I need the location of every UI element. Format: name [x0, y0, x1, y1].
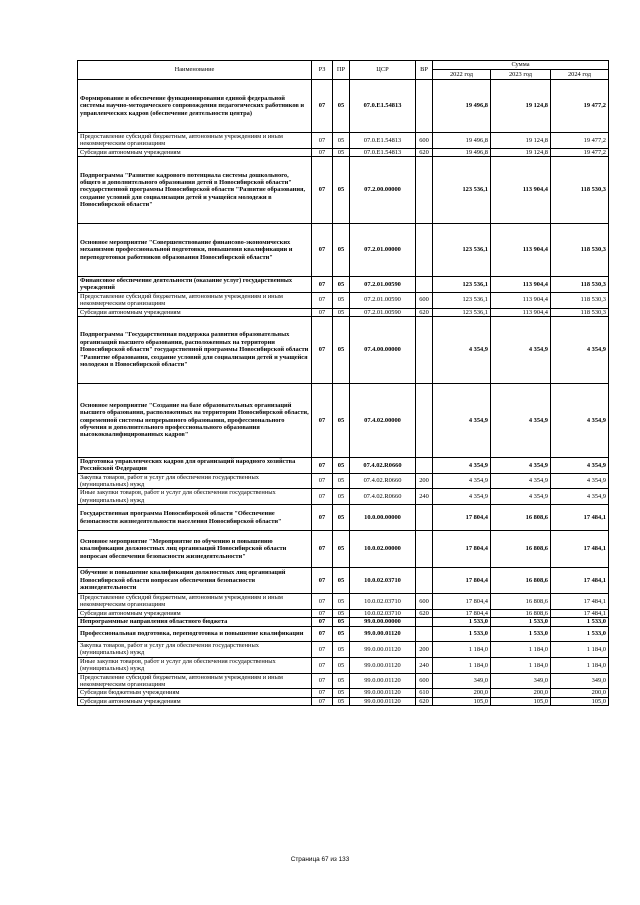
header-sum: Сумма — [433, 61, 609, 70]
cell-pr: 05 — [333, 609, 350, 617]
cell-vr — [416, 383, 433, 457]
cell-pr: 05 — [333, 277, 350, 293]
cell-v3: 19 477,2 — [551, 133, 609, 149]
table-body — [78, 80, 609, 706]
cell-v3: 1 184,0 — [551, 642, 609, 658]
cell-name: Закупка товаров, работ и услуг для обеспечения государственных (муниципальных) нужд — [78, 642, 312, 658]
cell-csr: 99.0.00.01120 — [350, 697, 416, 705]
cell-v3: 118 530,3 — [551, 308, 609, 316]
cell-csr: 07.2.00.00000 — [350, 157, 416, 224]
header-year-2022: 2022 год — [433, 70, 491, 80]
table-row — [78, 473, 609, 489]
cell-name: Предоставление субсидий бюджетным, автономным учреждениям и иным некоммерческим организациям — [78, 594, 312, 610]
cell-rz: 07 — [312, 697, 333, 705]
cell-vr: 200 — [416, 642, 433, 658]
cell-rz: 07 — [312, 457, 333, 473]
cell-vr: 620 — [416, 697, 433, 705]
cell-csr: 99.0.00.01120 — [350, 642, 416, 658]
cell-name: Обучение и повышение квалификации должностных лиц организаций Новосибирской области вопросам обеспечения безопасности жизнедеятельности — [78, 568, 312, 594]
cell-rz: 07 — [312, 673, 333, 689]
table-row — [78, 609, 609, 617]
cell-v1: 1 533,0 — [433, 618, 491, 627]
cell-v2: 113 904,4 — [491, 277, 551, 293]
cell-name: Предоставление субсидий бюджетным, автономным учреждениям и иным некоммерческим организациям — [78, 673, 312, 689]
table-row — [78, 697, 609, 705]
cell-pr: 05 — [333, 505, 350, 531]
cell-rz: 07 — [312, 489, 333, 505]
cell-pr: 05 — [333, 657, 350, 673]
cell-name: Подпрограмма "Развитие кадрового потенциала системы дошкольного, общего и дополнительного образования детей в Новосибирской области" государственной программы Новосибирской области "Развитие образования, создание условий для социализации детей и учащейся молодежи в Новосибирской области" — [78, 157, 312, 224]
cell-pr: 05 — [333, 531, 350, 568]
cell-v3: 1 184,0 — [551, 657, 609, 673]
table-row — [78, 383, 609, 457]
cell-csr: 07.4.02.R0660 — [350, 473, 416, 489]
cell-vr — [416, 224, 433, 277]
cell-rz: 07 — [312, 316, 333, 383]
table-row — [78, 292, 609, 308]
table-row — [78, 316, 609, 383]
cell-v2: 1 184,0 — [491, 642, 551, 658]
cell-v2: 19 124,8 — [491, 80, 551, 133]
cell-v1: 1 533,0 — [433, 627, 491, 642]
header-pr: ПР — [333, 61, 350, 80]
cell-rz: 07 — [312, 689, 333, 697]
cell-csr: 07.4.02.R0660 — [350, 457, 416, 473]
cell-v1: 4 354,9 — [433, 457, 491, 473]
cell-vr: 600 — [416, 594, 433, 610]
cell-v2: 113 904,4 — [491, 224, 551, 277]
cell-name: Предоставление субсидий бюджетным, автономным учреждениям и иным некоммерческим организациям — [78, 292, 312, 308]
cell-csr: 07.2.01.00590 — [350, 292, 416, 308]
header-name: Наименование — [78, 61, 312, 80]
cell-name: Непрограммные направления областного бюджета — [78, 618, 312, 627]
cell-rz: 07 — [312, 383, 333, 457]
cell-v1: 123 536,1 — [433, 308, 491, 316]
cell-pr: 05 — [333, 473, 350, 489]
cell-v2: 1 533,0 — [491, 618, 551, 627]
cell-v2: 4 354,9 — [491, 383, 551, 457]
cell-csr: 07.4.02.R0660 — [350, 489, 416, 505]
cell-vr: 600 — [416, 133, 433, 149]
cell-csr: 99.0.00.01120 — [350, 657, 416, 673]
budget-table — [77, 60, 609, 706]
cell-name: Основное мероприятие "Совершенствование финансово-экономических механизмов профессиональной подготовки, повышения квалификации и переподготовки работников образования Новосибирской области" — [78, 224, 312, 277]
cell-name: Основное мероприятие "Мероприятие по обучению и повышению квалификации должностных лиц организаций Новосибирской области вопросам обеспечения безопасности жизнедеятельности" — [78, 531, 312, 568]
cell-v3: 17 484,1 — [551, 505, 609, 531]
cell-name: Закупка товаров, работ и услуг для обеспечения государственных (муниципальных) нужд — [78, 473, 312, 489]
cell-v2: 1 533,0 — [491, 627, 551, 642]
cell-v1: 4 354,9 — [433, 316, 491, 383]
cell-csr: 10.0.02.00000 — [350, 531, 416, 568]
cell-v3: 105,0 — [551, 697, 609, 705]
cell-rz: 07 — [312, 505, 333, 531]
table-row — [78, 618, 609, 627]
cell-csr: 10.0.00.00000 — [350, 505, 416, 531]
cell-csr: 07.0.Е1.54813 — [350, 148, 416, 156]
cell-vr — [416, 457, 433, 473]
cell-rz: 07 — [312, 277, 333, 293]
cell-v2: 349,0 — [491, 673, 551, 689]
cell-pr: 05 — [333, 224, 350, 277]
cell-v2: 113 904,4 — [491, 308, 551, 316]
cell-v3: 118 530,3 — [551, 157, 609, 224]
cell-pr: 05 — [333, 457, 350, 473]
cell-name: Предоставление субсидий бюджетным, автономным учреждениям и иным некоммерческим организациям — [78, 133, 312, 149]
cell-v2: 19 124,8 — [491, 133, 551, 149]
table-row — [78, 457, 609, 473]
cell-pr: 05 — [333, 568, 350, 594]
cell-vr: 620 — [416, 609, 433, 617]
table-row — [78, 594, 609, 610]
cell-v1: 17 804,4 — [433, 609, 491, 617]
cell-rz: 07 — [312, 609, 333, 617]
cell-v3: 4 354,9 — [551, 473, 609, 489]
cell-v2: 4 354,9 — [491, 489, 551, 505]
cell-pr: 05 — [333, 627, 350, 642]
cell-v1: 123 536,1 — [433, 157, 491, 224]
cell-v1: 4 354,9 — [433, 489, 491, 505]
header-vr: ВР — [416, 61, 433, 80]
cell-v1: 4 354,9 — [433, 383, 491, 457]
cell-vr: 600 — [416, 673, 433, 689]
cell-v1: 123 536,1 — [433, 224, 491, 277]
cell-v2: 200,0 — [491, 689, 551, 697]
header-year-2024: 2024 год — [551, 70, 609, 80]
cell-pr: 05 — [333, 594, 350, 610]
cell-pr: 05 — [333, 697, 350, 705]
cell-v1: 105,0 — [433, 697, 491, 705]
cell-v3: 17 484,1 — [551, 609, 609, 617]
cell-pr: 05 — [333, 689, 350, 697]
cell-v2: 4 354,9 — [491, 316, 551, 383]
cell-vr — [416, 627, 433, 642]
cell-rz: 07 — [312, 148, 333, 156]
cell-v2: 1 184,0 — [491, 657, 551, 673]
cell-rz: 07 — [312, 657, 333, 673]
cell-vr: 240 — [416, 657, 433, 673]
cell-pr: 05 — [333, 148, 350, 156]
cell-csr: 07.0.Е1.54813 — [350, 80, 416, 133]
cell-v3: 349,0 — [551, 673, 609, 689]
cell-v3: 4 354,9 — [551, 489, 609, 505]
cell-v2: 113 904,4 — [491, 157, 551, 224]
cell-v1: 123 536,1 — [433, 292, 491, 308]
cell-csr: 07.4.00.00000 — [350, 316, 416, 383]
cell-name: Иные закупки товаров, работ и услуг для обеспечения государственных (муниципальных) нужд — [78, 657, 312, 673]
cell-v2: 16 808,6 — [491, 568, 551, 594]
cell-v1: 19 496,8 — [433, 148, 491, 156]
cell-rz: 07 — [312, 627, 333, 642]
cell-v3: 17 484,1 — [551, 594, 609, 610]
cell-v3: 4 354,9 — [551, 457, 609, 473]
cell-pr: 05 — [333, 80, 350, 133]
cell-csr: 10.0.02.03710 — [350, 568, 416, 594]
cell-v1: 17 804,4 — [433, 505, 491, 531]
cell-v2: 4 354,9 — [491, 457, 551, 473]
cell-v3: 200,0 — [551, 689, 609, 697]
cell-name: Субсидии автономным учреждениям — [78, 609, 312, 617]
cell-v3: 4 354,9 — [551, 316, 609, 383]
cell-v2: 16 808,6 — [491, 531, 551, 568]
cell-vr — [416, 157, 433, 224]
cell-rz: 07 — [312, 618, 333, 627]
cell-v1: 1 184,0 — [433, 657, 491, 673]
table-row — [78, 148, 609, 156]
cell-csr: 10.0.02.03710 — [350, 594, 416, 610]
cell-vr — [416, 80, 433, 133]
table-row — [78, 157, 609, 224]
cell-name: Субсидии автономным учреждениям — [78, 308, 312, 316]
cell-csr: 07.2.01.00590 — [350, 277, 416, 293]
cell-v3: 17 484,1 — [551, 531, 609, 568]
cell-rz: 07 — [312, 224, 333, 277]
cell-v2: 16 808,6 — [491, 505, 551, 531]
cell-name: Подпрограмма "Государственная поддержка развития образовательных организаций высшего образования, расположенных на территории Новосибирской области" государственной программы Новосибирской области "Развитие образования, создание условий для социализации детей и учащейся молодежи в Новосибирской области" — [78, 316, 312, 383]
table-row — [78, 277, 609, 293]
cell-v2: 4 354,9 — [491, 473, 551, 489]
cell-v3: 19 477,2 — [551, 148, 609, 156]
cell-rz: 07 — [312, 292, 333, 308]
cell-rz: 07 — [312, 642, 333, 658]
cell-vr: 620 — [416, 148, 433, 156]
cell-vr: 620 — [416, 308, 433, 316]
cell-name: Государственная программа Новосибирской области "Обеспечение безопасности жизнедеятельности населения Новосибирской области" — [78, 505, 312, 531]
cell-v3: 118 530,3 — [551, 277, 609, 293]
cell-rz: 07 — [312, 594, 333, 610]
cell-rz: 07 — [312, 133, 333, 149]
cell-pr: 05 — [333, 618, 350, 627]
cell-name: Подготовка управленческих кадров для организаций народного хозяйства Российской Федерации — [78, 457, 312, 473]
cell-csr: 99.0.00.01120 — [350, 689, 416, 697]
cell-v1: 19 496,8 — [433, 133, 491, 149]
page-number: Страница 67 из 133 — [290, 856, 350, 863]
cell-v2: 19 124,8 — [491, 148, 551, 156]
cell-pr: 05 — [333, 673, 350, 689]
cell-vr — [416, 568, 433, 594]
cell-rz: 07 — [312, 80, 333, 133]
cell-rz: 07 — [312, 308, 333, 316]
cell-pr: 05 — [333, 157, 350, 224]
cell-v3: 1 533,0 — [551, 627, 609, 642]
header-rz: РЗ — [312, 61, 333, 80]
cell-vr: 600 — [416, 292, 433, 308]
cell-v3: 19 477,2 — [551, 80, 609, 133]
cell-v1: 19 496,8 — [433, 80, 491, 133]
cell-vr — [416, 531, 433, 568]
cell-v3: 17 484,1 — [551, 568, 609, 594]
cell-v1: 17 804,4 — [433, 594, 491, 610]
cell-rz: 07 — [312, 531, 333, 568]
cell-csr: 07.0.Е1.54813 — [350, 133, 416, 149]
cell-v2: 113 904,4 — [491, 292, 551, 308]
table-row — [78, 133, 609, 149]
cell-v3: 118 530,3 — [551, 292, 609, 308]
cell-vr: 200 — [416, 473, 433, 489]
cell-pr: 05 — [333, 383, 350, 457]
table-row — [78, 80, 609, 133]
table-row — [78, 531, 609, 568]
cell-name: Основное мероприятие "Создание на базе образовательных организаций высшего образования, расположенных на территории Новосибирской области, современной системы непрерывного образования, профессионального обучения и дополнительного профессионального образования высококвалифицированных кадров" — [78, 383, 312, 457]
table-row — [78, 568, 609, 594]
header-year-2023: 2023 год — [491, 70, 551, 80]
cell-name: Субсидии автономным учреждениям — [78, 697, 312, 705]
cell-vr — [416, 505, 433, 531]
cell-vr — [416, 618, 433, 627]
cell-v1: 4 354,9 — [433, 473, 491, 489]
cell-rz: 07 — [312, 568, 333, 594]
cell-v2: 105,0 — [491, 697, 551, 705]
cell-v3: 1 533,0 — [551, 618, 609, 627]
cell-csr: 10.0.02.03710 — [350, 609, 416, 617]
table-row — [78, 689, 609, 697]
cell-v1: 200,0 — [433, 689, 491, 697]
cell-name: Субсидии автономным учреждениям — [78, 148, 312, 156]
cell-v1: 123 536,1 — [433, 277, 491, 293]
cell-rz: 07 — [312, 157, 333, 224]
cell-v2: 16 808,6 — [491, 594, 551, 610]
table-row — [78, 224, 609, 277]
cell-v1: 17 804,4 — [433, 568, 491, 594]
cell-csr: 07.2.01.00000 — [350, 224, 416, 277]
cell-v1: 349,0 — [433, 673, 491, 689]
table-row — [78, 657, 609, 673]
cell-v1: 17 804,4 — [433, 531, 491, 568]
cell-v3: 118 530,3 — [551, 224, 609, 277]
cell-v2: 16 808,6 — [491, 609, 551, 617]
cell-name: Иные закупки товаров, работ и услуг для обеспечения государственных (муниципальных) нужд — [78, 489, 312, 505]
cell-pr: 05 — [333, 133, 350, 149]
cell-vr — [416, 316, 433, 383]
cell-name: Профессиональная подготовка, переподготовка и повышение квалификации — [78, 627, 312, 642]
cell-vr: 240 — [416, 489, 433, 505]
cell-name: Субсидии бюджетным учреждениям — [78, 689, 312, 697]
table-row — [78, 308, 609, 316]
cell-pr: 05 — [333, 642, 350, 658]
cell-vr: 610 — [416, 689, 433, 697]
table-row — [78, 505, 609, 531]
cell-v3: 4 354,9 — [551, 383, 609, 457]
cell-rz: 07 — [312, 473, 333, 489]
cell-v1: 1 184,0 — [433, 642, 491, 658]
cell-name: Финансовое обеспечение деятельности (оказание услуг) государственных учреждений — [78, 277, 312, 293]
table-row — [78, 627, 609, 642]
cell-csr: 99.0.00.00000 — [350, 618, 416, 627]
table-row — [78, 673, 609, 689]
cell-csr: 07.2.01.00590 — [350, 308, 416, 316]
cell-csr: 99.0.00.01120 — [350, 627, 416, 642]
cell-pr: 05 — [333, 316, 350, 383]
cell-pr: 05 — [333, 292, 350, 308]
header-csr: ЦСР — [350, 61, 416, 80]
table-row — [78, 489, 609, 505]
cell-csr: 99.0.00.01120 — [350, 673, 416, 689]
cell-pr: 05 — [333, 308, 350, 316]
cell-vr — [416, 277, 433, 293]
cell-csr: 07.4.02.00000 — [350, 383, 416, 457]
table-row — [78, 642, 609, 658]
cell-name: Формирование и обеспечение функционирования единой федеральной системы научно-методического сопровождения педагогических работников и управленческих кадров (обеспечение деятельности центра) — [78, 80, 312, 133]
cell-pr: 05 — [333, 489, 350, 505]
